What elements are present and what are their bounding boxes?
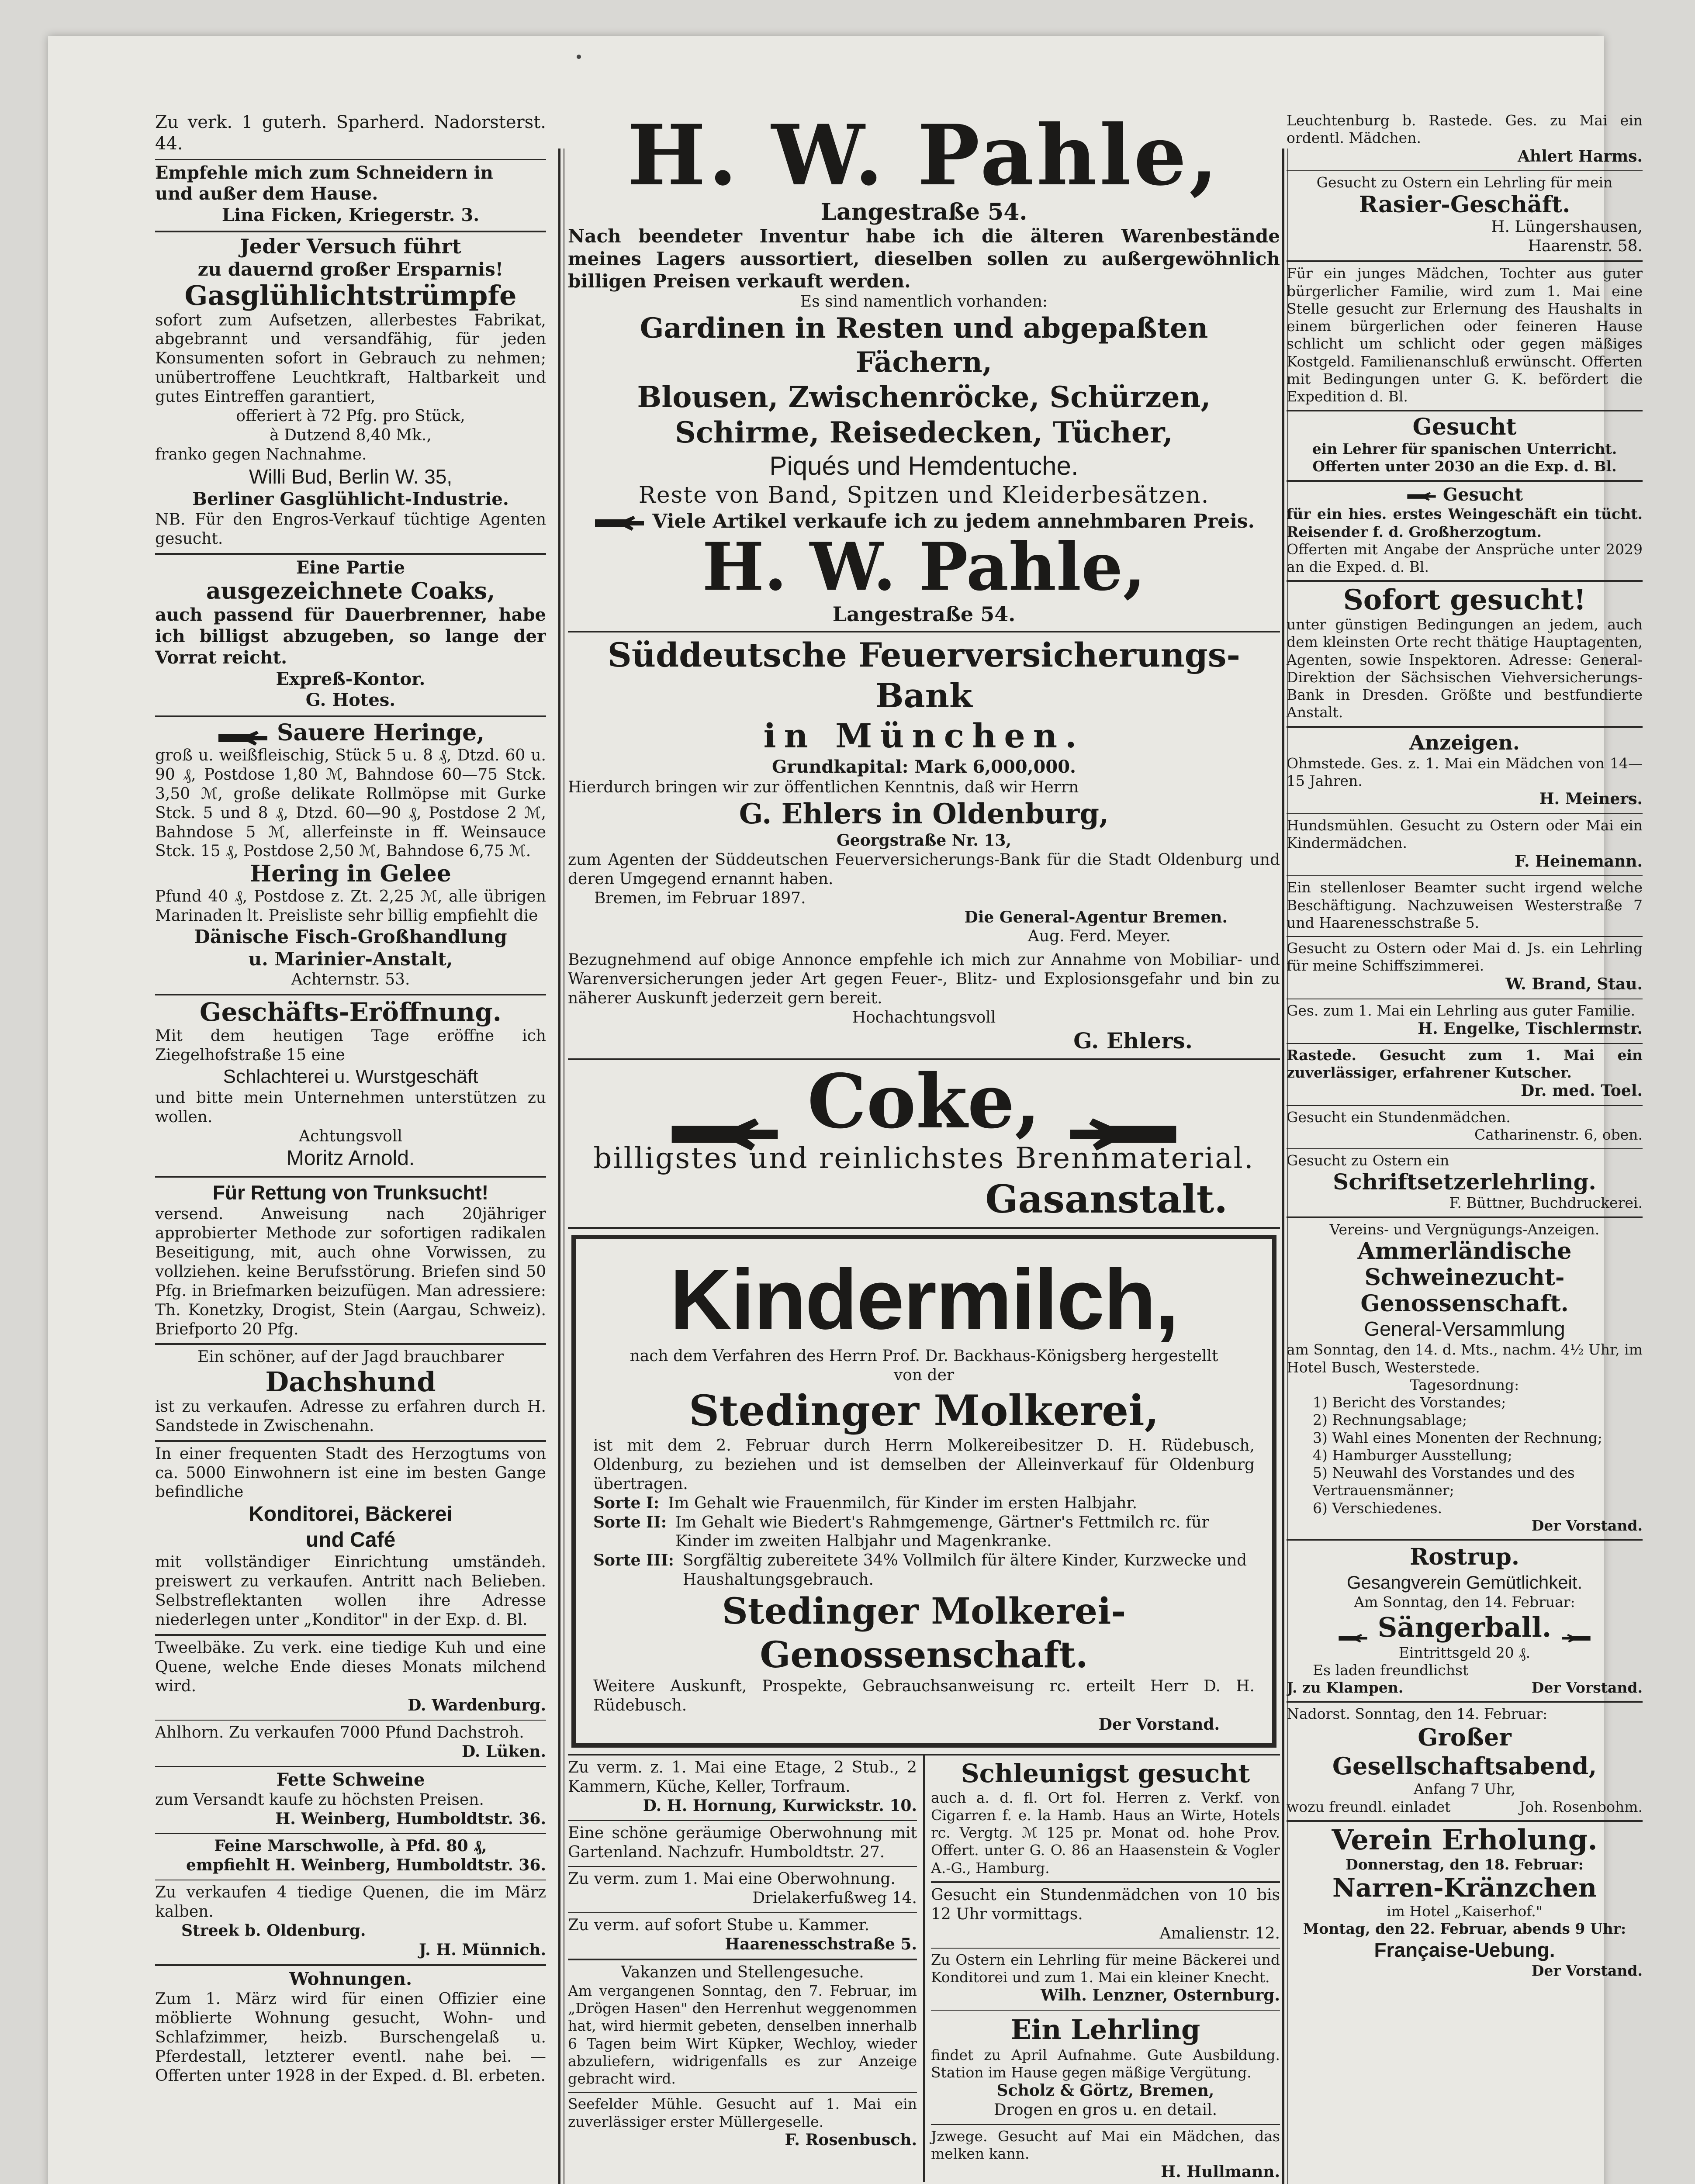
sub-column-left [568,1755,925,2182]
ad-ohmstede [1287,728,1643,815]
ad-headline-text: Coke, [807,1058,1041,1145]
ad-body: Nadorst. Sonntag, den 14. Februar: [1287,1705,1548,1723]
ad-heringe [155,717,546,995]
ad-text: Zu verk. 1 guterh. Sparherd. Nadorsterst. 44. [155,112,546,154]
ad-headline: Schriftsetzerlehrling. [1333,1168,1596,1195]
ad-headline: Hering in Gelee [250,860,451,888]
ad-schweine [155,1767,546,1835]
ad-signature: G. Ehlers. [1073,1028,1193,1054]
ad-stundenmaedchen-2 [1287,1106,1643,1149]
ad-body: Zu verkaufen 4 tiedige Quenen, die im März kalben. [155,1883,546,1921]
ad-capital: Grundkapital: Mark 6,000,000. [772,757,1076,778]
ad-signature: Scholz & Görtz, Bremen, [996,2081,1214,2100]
ad-body: auch passend für Dauerbrenner, habe ich billigst abzugeben, so lange der Vorrat reicht. [155,605,546,668]
section-heading: Vakanzen und Stellengesuche. [621,1963,864,1982]
ad-headline: in München. [763,716,1085,756]
ad-body: Gesucht ein Stundenmädchen von 10 bis 12 Uhr vormittags. [931,1886,1280,1923]
ad-signature: W. Brand, Stau. [1505,975,1643,993]
ad-body: Weitere Auskunft, Prospekte, Gebrauchsanweisung rc. erteilt Herr D. H. Rüdebusch. [593,1677,1255,1715]
ad-signature: H. Engelke, Tischlermstr. [1418,1019,1643,1038]
ad-schneidern [155,160,546,232]
ad-headline: Gesucht [1412,414,1517,441]
ad-body: Zum 1. März wird für einen Offizier eine möblierte Wohnung gesucht, Wohn- und Schlafzimmer, heizb. Burschengelaß u. Pferdestall, letzterer eventl. nahe bei. — Offerten unter 1928 in der Exped. d. Bl. erbeten. [155,1990,546,2085]
ad-firm: Willi Bud, Berlin W. 35, [249,465,453,488]
ad-text-inner: Viele Artikel verkaufe ich zu jedem annehmbaren Preis. [652,510,1255,532]
ad-wohnungen [155,1966,546,2090]
ad-headline: Kindermilch, [670,1251,1178,1348]
ad-headline: Konditorei, Bäckerei [249,1503,453,1526]
ad-headline: Gesangverein Gemütlichkeit. [1346,1572,1583,1593]
ad-signature: Gasanstalt. [985,1176,1228,1222]
ad-text: Gesucht zu Ostern ein Lehrling für mein [1316,174,1613,191]
ad-schriftsetzer [1287,1149,1643,1218]
ad-body: Feine Marschwolle, à Pfd. 80 ₰, [214,1837,487,1856]
ad-signature: Der Vorstand. [1098,1715,1220,1734]
ad-body: am Sonntag, den 14. d. Mts., nachm. 4½ Uhr, im Hotel Busch, Westerstede. [1287,1341,1643,1376]
pointing-hand-icon [1406,487,1437,505]
ad-address: Catharinenstr. 6, oben. [1474,1126,1643,1144]
ad-body: Rastede. Gesucht zum 1. Mai ein zuverlässiger, erfahrener Kutscher. [1287,1046,1643,1082]
ad-body: Ges. zum 1. Mai ein Lehrling aus guter Familie. [1287,1002,1636,1019]
ad-headline: Rostrup. [1410,1544,1519,1571]
ad-body: groß u. weißfleischig, Stück 5 u. 8 ₰, Dtzd. 60 u. 90 ₰, Postdose 1,80 ℳ, Bahndose 60—75 Stck. 3,50 ℳ, große delikate Rollmöpse mit Gurke Stck. 5 und 8 ₰, Dtzd. 60—90 ₰, Postdose 2 ℳ, Bahndose 5 ℳ, allerfeinste in ff. Weinsauce Stck. 15 ₰, Postdose 2,50 ℳ, Bahndose 6,75 ℳ. [155,746,546,860]
ad-signature: D. Lüken. [461,1742,546,1761]
ad-price: offeriert à 72 Pfg. pro Stück, [236,407,465,425]
ad-signature: Lina Ficken, Kriegerstr. 3. [221,205,480,226]
ad-signature: F. Heinemann. [1515,852,1643,871]
ad-signature: Wilh. Lenzner, Osternburg. [1040,1986,1280,2005]
agenda-item: 6) Verschiedenes. [1313,1499,1442,1517]
ad-body: Offerten mit Angabe der Ansprüche unter 2029 an die Exped. d. Bl. [1287,540,1643,576]
ad-body: zum Agenten der Süddeutschen Feuerversicherungs-Bank für die Stadt Oldenburg und deren Umgegend ernannt haben. [568,850,1280,888]
section-heading: Wohnungen. [289,1968,412,1989]
ad-pahle [568,109,1280,632]
left-column [155,109,546,2184]
sorte-row [593,1551,1255,1590]
ad-body: Seefelder Mühle. Gesucht auf 1. Mai ein zuverlässiger erster Müllergeselle. [568,2095,917,2130]
ad-herrenhut [568,1960,917,2093]
ad-body: ein Lehrer für spanischen Unterricht. Offerten unter 2030 an die Exp. d. Bl. [1312,440,1617,475]
ad-headline [1287,1611,1643,1644]
ad-firm: Dänische Fisch-Großhandlung [194,926,507,947]
sorte-desc: Sorgfältig zubereitete 34% Vollmilch für ältere Kinder, Kurzwecke und Haushaltungsgebrauch. [682,1552,1247,1589]
ad-signature: Dr. med. Toel. [1521,1082,1643,1100]
ad-text: Eine Partie [296,557,405,578]
ad-place: Streek b. Oldenburg. [181,1921,366,1940]
ad-body: Donnerstag, den 18. Februar: [1346,1856,1584,1873]
page-mark [577,55,581,59]
ad-schleunigst [931,1755,1280,1883]
ad-item: Reste von Band, Spitzen und Kleiderbesätzen. [638,482,1210,509]
ad-headline: ausgezeichnete Coaks, [206,578,495,605]
ad-address: Drielakerfußweg 14. [752,1889,917,1908]
signature-row [1287,1798,1643,1816]
ad-signature: D. Wardenburg. [408,1696,546,1714]
ad-body: Am Sonntag, den 14. Februar: [1354,1593,1575,1610]
ad-beamter [1287,876,1643,937]
ad-jzwege [931,2125,1280,2182]
ad-body: Zu verm. auf sofort Stube u. Kammer. [568,1916,870,1935]
ad-signature: J. H. Münnich. [419,1940,546,1959]
ad-kindermilch [571,1235,1276,1748]
ad-dachshund [155,1345,546,1441]
ad-signature: G. Hotes. [305,690,396,711]
ad-body: Nach beendeter Inventur habe ich die älteren Warenbestände meines Lagers aussortiert, dieselben sollen zu außergewöhnlich billigen Preisen verkauft werden. [568,225,1280,292]
ad-body: Mit dem heutigen Tage eröffne ich Ziegelhofstraße 15 eine [155,1027,546,1064]
ad-marschwolle [155,1834,546,1880]
ad-item: Blousen, Zwischenröcke, Schürzen, [637,380,1211,415]
ad-oberwohnung [568,1821,917,1867]
ad-signature: Der Vorstand. [1531,1962,1643,1980]
pointing-hand-icon [1561,1621,1591,1638]
ad-headline: Verein Erholung. [1332,1823,1598,1856]
ad-coaks [155,555,546,718]
ad-stube [568,1913,917,1960]
right-column [1287,109,1643,2184]
ad-date: Bremen, im Februar 1897. [594,889,806,907]
ad-headline-text: Gesucht [1442,484,1523,505]
ad-coke [568,1060,1280,1229]
ad-headline: Großer Gesellschaftsabend, [1332,1723,1597,1780]
ad-text: Empfehle mich zum Schneidern in [155,162,493,183]
ad-nadorst [1287,1703,1643,1822]
middle-bottom-block [568,1754,1280,2182]
ad-headline-text: Sauere Heringe, [277,719,485,746]
ad-body: Am vergangenen Sonntag, den 7. Februar, im „Drögen Hasen" den Herrenhut weggenommen hat, wird hiermit gebeten, denselben innerhalb 6 Tagen beim Wirt Küpker, Wechloy, wieder abzuliefern, widrigenfalls es zur Anzeige gebracht wird. [568,1982,917,2087]
ad-signature: H. Weinberg, Humboldtstr. 36. [275,1810,546,1828]
ad-body: ist mit dem 2. Februar durch Herrn Molkereibesitzer D. H. Rüdebusch, Oldenburg, zu beziehen und ist demselben der Alleinverkauf für Oldenburg übertragen. [593,1436,1255,1493]
section-heading: Anzeigen. [1409,730,1520,754]
ad-body: mit vollständiger Einrichtung umständeh. preiswert zu verkaufen. Antritt nach Belieben. Selbstreflektanten wollen ihre Adresse niederlegen unter „Konditor" in der Exp. d. Bl. [155,1553,546,1629]
ad-signature: H. Hullmann. [1161,2163,1280,2181]
ad-body: ist zu verkaufen. Adresse zu erfahren durch H. Sandstede in Zwischenahn. [155,1397,546,1435]
agenda-item: 5) Neuwahl des Vorstandes und des Vertrauensmänner; [1313,1464,1575,1499]
agenda-item: 3) Wahl eines Monenten der Rechnung; [1313,1429,1602,1446]
ad-headline: zu dauernd großer Ersparnis! [197,258,504,280]
ad-body: Hundsmühlen. Gesucht zu Ostern oder Mai ein Kindermädchen. [1287,817,1643,852]
ad-weingeschaeft [1287,482,1643,582]
ad-sofort [1287,582,1643,727]
ad-schiffszimmerei [1287,937,1643,999]
ad-headline: General-Versammlung [1364,1317,1565,1341]
ad-body: Ohmstede. Ges. z. 1. Mai ein Mädchen von 14—15 Jahren. [1287,754,1643,789]
ad-headline: Schleunigst gesucht [961,1758,1250,1788]
ad-signature: H. Lüngershausen, [1491,218,1643,236]
ad-sparherd [155,109,546,160]
ad-body: Ein stellenloser Beamter sucht irgend welche Beschäftigung. Nachzuweisen Westerstraße 7 und Haarenesschstraße 5. [1287,879,1643,931]
ad-text: Es sind namentlich vorhanden: [800,293,1048,311]
ad-signature: Joh. Rosenbohm. [1519,1798,1643,1815]
ad-headline: Sofort gesucht! [1343,584,1586,617]
ad-headline: Narren-Kränzchen [1332,1873,1597,1903]
ad-body: Zu verm. z. 1. Mai eine Etage, 2 Stub., 2 Kammern, Küche, Keller, Torfraum. [568,1758,917,1796]
ad-address: Haarenstr. 58. [1528,237,1643,256]
ad-text: Drogen en gros u. en detail. [993,2101,1218,2119]
ad-ahlhorn [155,1721,546,1767]
agenda-item: 4) Hamburger Ausstellung; [1313,1446,1512,1464]
ad-text: franko gegen Nachnahme. [155,445,367,463]
ad-text: von der [893,1366,955,1384]
ad-body: Zu verm. zum 1. Mai eine Oberwohnung. [568,1870,896,1888]
section-heading: Vereins- und Vergnügungs-Anzeigen. [1329,1220,1600,1238]
ad-headline: Stedinger Molkerei, [688,1386,1159,1435]
ad-address: Amalienstr. 12. [1159,1924,1280,1942]
ad-headline: Süddeutsche Feuerversicherungs-Bank [607,636,1241,715]
ad-headline: Ammerländische [1357,1237,1572,1265]
sorte-row [593,1513,1255,1552]
ad-text: Anfang 7 Uhr, [1413,1780,1516,1798]
pointing-hand-icon [1338,1621,1368,1638]
ad-stundenmaedchen [931,1883,1280,1949]
ad-headline: Française-Uebung. [1374,1939,1555,1962]
ad-headline: Schweinezucht- [1364,1264,1565,1291]
ad-muehle [568,2093,917,2149]
sorte-desc: Im Gehalt wie Frauenmilch, für Kinder im ersten Halbjahr. [668,1494,1138,1512]
ad-headline: und Café [305,1528,396,1552]
ad-headline: H. W. Pahle, [627,109,1221,204]
ad-text: Achtungsvoll [299,1127,402,1145]
ad-kutscher [1287,1044,1643,1106]
ad-body: findet zu April Aufnahme. Gute Ausbildung. Station im Hause gegen mäßige Vergütung. [931,2046,1280,2081]
ad-text: Eintrittsgeld 20 ₰. [1398,1644,1531,1661]
ad-text: Es laden freundlichst [1313,1661,1469,1679]
ad-body: Ahlhorn. Zu verkaufen 7000 Pfund Dachstroh. [155,1723,524,1742]
ad-address: Langestraße 54. [820,198,1027,225]
ad-body: für ein hies. erstes Weingeschäft ein tücht. Reisender f. d. Großherzogtum. [1287,505,1643,540]
ad-lehrling [931,2011,1280,2125]
ad-body: auch a. d. fl. Ort fol. Herren z. Verkf. von Cigarren f. e. la Hamb. Haus an Wirte, Hotels rc. Vergtg. ℳ 125 pr. Monat od. hohe Prov. Offert. unter G. O. 86 an Haasenstein & Vogler A.-G., Hamburg. [931,1789,1280,1876]
ad-headline: H. W. Pahle, [702,529,1146,606]
ad-text: nach dem Verfahren des Herrn Prof. Dr. Backhaus-Königsberg hergestellt [630,1347,1218,1365]
ad-body: Gesucht zu Ostern oder Mai d. Js. ein Lehrling für meine Schiffszimmerei. [1287,940,1643,975]
ad-oberwohnung2 [568,1867,917,1913]
ad-body: Eine schöne geräumige Oberwohnung mit Gartenland. Nachzufr. Humboldtstr. 27. [568,1824,917,1861]
ad-junges-maedchen [1287,262,1643,411]
ad-note: NB. Für den Engros-Verkauf tüchtige Agenten gesucht. [155,510,546,548]
ad-signature: Ahlert Harms. [1517,147,1643,166]
ad-address: Langestraße 54. [832,602,1016,626]
sorte-row [593,1494,1255,1513]
ad-headline: Stedinger Molkerei-Genossenschaft. [722,1590,1126,1676]
ad-headline: Genossenschaft. [1360,1290,1569,1317]
ad-headline-text: Sängerball. [1377,1611,1552,1644]
ad-signature: F. Büttner, Buchdruckerei. [1449,1194,1643,1212]
ad-signature: H. Meiners. [1539,790,1643,809]
ad-tischler [1287,999,1643,1044]
ad-text: Gesucht zu Ostern ein [1287,1151,1449,1169]
ad-signature: Expreß-Kontor. [276,668,425,689]
ad-trunksucht [155,1178,546,1345]
ad-etage [568,1755,917,1821]
ad-tweelbaeke [155,1636,546,1721]
ad-erholung [1287,1822,1643,1980]
pointing-hand-icon [217,726,269,743]
ad-headline: Gasglühlichtstrümpfe [184,280,517,312]
ad-leuchtenburg [1287,109,1643,171]
ad-signature: Der Vorstand. [1531,1679,1643,1697]
ad-signature: F. Rosenbusch. [785,2130,917,2149]
sub-column-right [925,1755,1280,2182]
ad-headline: Geschäfts-Eröffnung. [200,997,502,1027]
ad-headline [568,1058,1280,1145]
ad-item: Gardinen in Resten und abgepaßten Fächern, [640,311,1208,379]
ad-address: Georgstraße Nr. 13, [836,831,1012,850]
ad-headline: Für Rettung von Trunksucht! [212,1181,489,1204]
pointing-hand-icon [593,514,646,531]
ad-body: sofort zum Aufsetzen, allerbestes Fabrikat, abgebrannt und versandfähig, für jeden Konsumenten sofort in Gebrauch zu nehmen; unübertroffene Leuchtkraft, Haltbarkeit und gutes Eintreffen garantiert, [155,311,546,406]
sorte-desc: Im Gehalt wie Biedert's Rahmgemenge, Gärtner's Fettmilch rc. für Kinder im zweiten Halbjahr und Magenkranke. [675,1513,1209,1551]
ad-headline: Fette Schweine [276,1769,425,1790]
pointing-hand-icon [668,1089,782,1128]
ad-body: unter günstigen Bedingungen an jedem, auch dem kleinsten Orte recht thätige Hauptagenten, Agenten, sowie Inspektoren. Adresse: General-Direktion der Sächsischen Viehversicherungs-Bank in Dresden. Größte und bestfundierte Anstalt. [1287,616,1643,721]
ad-price: à Dutzend 8,40 Mk., [270,426,432,444]
middle-column [568,109,1280,2184]
ad-text: wozu freundl. einladet [1287,1798,1451,1815]
pointing-hand-icon [1066,1089,1180,1128]
ad-body: Bezugnehmend auf obige Annonce empfehle ich mich zur Annahme von Mobiliar- und Warenversicherungen jeder Art gegen Feuer-, Blitz- und Explosionsgefahr und bin zu näherer Auskunft jederzeit gern bereit. [568,951,1280,1008]
sorte-label: Sorte II: [593,1513,667,1531]
ad-headline [1287,484,1643,506]
ad-signature: J. zu Klampen. [1287,1679,1404,1697]
ad-signature: Der Vorstand. [1531,1517,1643,1534]
ad-rasier [1287,171,1643,262]
ad-body: Hierdurch bringen wir zur öffentlichen Kenntnis, daß wir Herrn [568,778,1079,796]
ad-headline [155,720,546,746]
ad-body: Leuchtenburg b. Rastede. Ges. zu Mai ein ordentl. Mädchen. [1287,112,1643,147]
column-rule [558,149,560,2184]
agenda-title: Tagesordnung: [1410,1376,1519,1393]
ad-konditorei [155,1442,546,1636]
ad-body: und bitte mein Unternehmen unterstützen zu wollen. [155,1089,546,1126]
ad-geschaeftseroeffnung [155,995,546,1178]
ad-body: Für ein junges Mädchen, Tochter aus guter bürgerlicher Familie, wird zum 1. Mai eine Stelle gesucht zur Erlernung des Haushalts in einem bürgerlichen oder feineren Hause schlicht um schlicht oder gegen mäßiges Kostgeld. Familienanschluß erwünscht. Offerten mit Bedingungen unter G. K. befördert die Expedition d. Bl. [1287,265,1643,405]
sorte-label: Sorte I: [593,1493,660,1512]
ad-spanisch [1287,411,1643,481]
ad-feuerversicherung [568,632,1280,1060]
ad-text: und außer dem Hause. [155,183,378,204]
ad-signature: Moritz Arnold. [286,1147,415,1170]
ad-body: Zu Ostern ein Lehrling für meine Bäckerei und Konditorei und zum 1. Mai ein kleiner Knecht. [931,1951,1280,1986]
ad-text: Schlachterei u. Wurstgeschäft [223,1066,478,1088]
ad-headline: Rasier-Geschäft. [1359,191,1570,218]
ad-signature: D. H. Hornung, Kurwickstr. 10. [643,1796,917,1815]
ad-headline: Dachshund [265,1366,436,1398]
ad-body: Montag, den 22. Februar, abends 9 Uhr: [1303,1920,1626,1937]
ad-body: zum Versandt kaufe zu höchsten Preisen. [155,1791,484,1809]
ad-agent-name: G. Ehlers in Oldenburg, [739,797,1109,830]
ad-quenen [155,1880,546,1966]
column-rule [1282,149,1284,2184]
ad-headline: Ein Lehrling [1010,2014,1200,2046]
ad-firm: u. Marinier-Anstalt, [248,948,453,970]
ad-firm: Berliner Gasglühlicht-Industrie. [192,488,509,509]
ad-address: Achternstr. 53. [291,971,410,989]
ad-headline: Jeder Versuch führt [240,234,461,258]
signature-row [1287,1679,1643,1697]
ad-body: Gesucht ein Stundenmädchen. [1287,1109,1511,1126]
ad-text: Hochachtungsvoll [852,1009,996,1027]
ad-hundsmuehlen [1287,814,1643,876]
ad-signature: Die General-Agentur Bremen. [964,908,1228,926]
ad-text: billigstes und reinlichstes Brennmaterial. [593,1141,1255,1175]
sorte-label: Sorte III: [593,1551,674,1570]
ad-rostrup [1287,1541,1643,1703]
ad-item: Piqués und Hemdentuche. [769,451,1079,481]
ad-schweinezucht [1287,1218,1643,1541]
ad-signature: empfiehlt H. Weinberg, Humboldtstr. 36. [186,1856,546,1875]
agenda-item: 2) Rechnungsablage; [1313,1411,1467,1429]
ad-body: In einer frequenten Stadt des Herzogtums von ca. 5000 Einwohnern ist eine im besten Gange befindliche [155,1444,546,1501]
agenda-item: 1) Bericht des Vorstandes; [1313,1394,1506,1411]
ad-address: Haarenesschstraße 5. [725,1935,917,1954]
ad-body: Jzwege. Gesucht auf Mai ein Mädchen, das melken kann. [931,2127,1280,2163]
ad-baeckerei-lehrling [931,1949,1280,2011]
ad-body: Pfund 40 ₰, Postdose z. Zt. 2,25 ℳ, alle übrigen Marinaden lt. Preisliste sehr billig empfiehlt die [155,888,546,925]
ad-text: Ein schöner, auf der Jagd brauchbarer [197,1348,504,1366]
ad-body: versend. Anweisung nach 20jähriger approbierter Methode zur sofortigen radikalen Beseitigung, mit, auch ohne Vorwissen, zu vollziehen. keine Berufsstörung. Briefen sind 50 Pfg. in Briefmarken beizufügen. Man adressiere: Th. Konetzky, Drogist, Stein (Aargau, Schweiz). Briefporto 20 Pfg. [155,1205,546,1338]
ad-signature: Aug. Ferd. Meyer. [1027,927,1171,946]
ad-body: Tweelbäke. Zu verk. eine tiedige Kuh und eine Quene, welche Ende dieses Monats milchend wird. [155,1639,546,1695]
ad-text: im Hotel „Kaiserhof." [1387,1902,1543,1920]
ad-item: Schirme, Reisedecken, Tücher, [675,415,1173,449]
ad-gasgluehlicht [155,232,546,555]
